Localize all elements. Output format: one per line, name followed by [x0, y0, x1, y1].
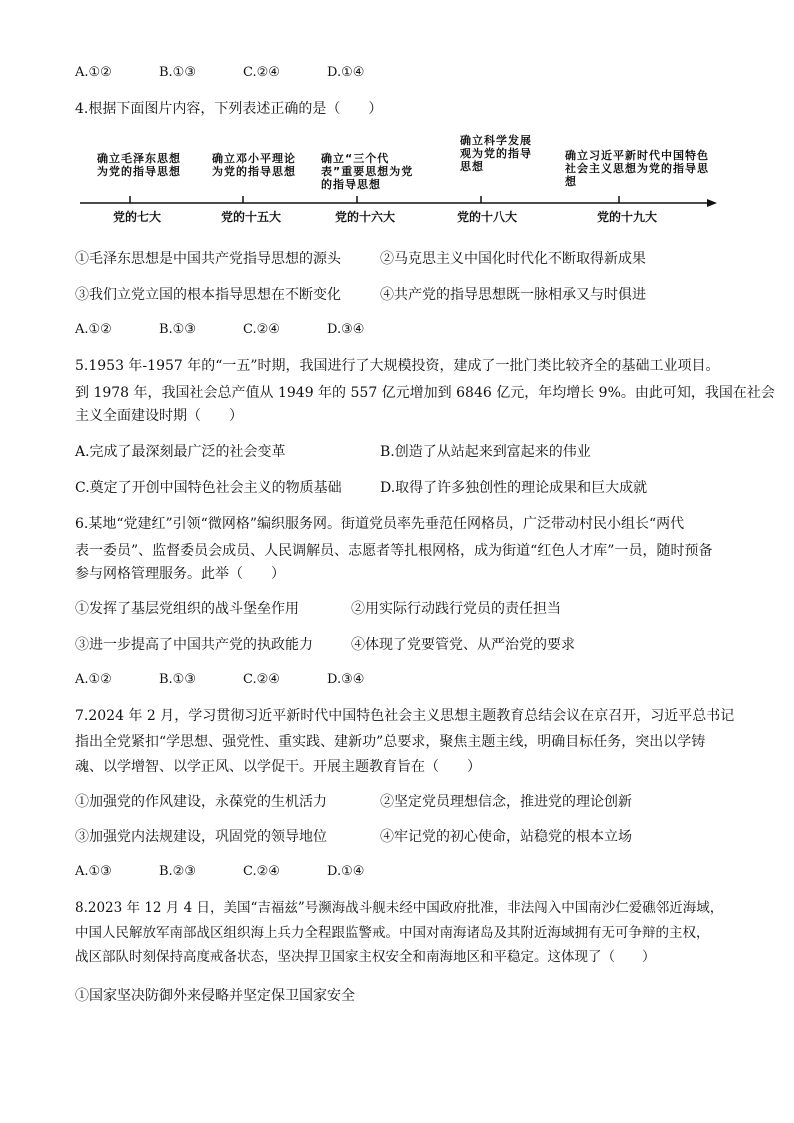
q6-option-d[interactable]: D.③④ [327, 672, 365, 687]
timeline-tick-3: 党的十六大 [335, 210, 396, 224]
q4-item-2: ②马克思主义中国化时代化不断取得新成果 [380, 251, 646, 267]
q6-option-b[interactable]: B.①③ [159, 672, 196, 687]
timeline-tick-5: 党的十九大 [597, 210, 658, 224]
q7-item-3: ③加强党内法规建设，巩固党的领导地位 [75, 829, 327, 845]
q6-item-2: ②用实际行动践行党员的责任担当 [351, 601, 561, 617]
q5-option-b[interactable]: B.创造了从站起来到富起来的伟业 [380, 444, 591, 460]
timeline-label-5: 确立习近平新时代中国特色社会主义思想为党的指导思想 [565, 149, 709, 188]
timeline-label-4: 确立科学发展观为党的指导思想 [460, 134, 532, 173]
q7-option-a[interactable]: A.①③ [75, 864, 112, 879]
q4-stem: 4.根据下面图片内容，下列表述正确的是（ ） [75, 101, 383, 117]
q5-stem-line-2: 到 1978 年，我国社会总产值从 1949 年的 557 亿元增加到 6846 亿元，年均增长 9%。由此可知，我国在社会 [75, 385, 775, 401]
timeline-tick-4: 党的十八大 [457, 210, 518, 224]
q4-item-3: ③我们立党立国的根本指导思想在不断变化 [75, 287, 341, 303]
q6-item-3: ③进一步提高了中国共产党的执政能力 [75, 637, 313, 653]
q8-stem-line-3: 战区部队时刻保持高度戒备状态，坚决捍卫国家主权安全和南海地区和平稳定。这体现了（ ） [75, 949, 656, 965]
q7-item-2: ②坚定党员理想信念，推进党的理论创新 [380, 794, 632, 810]
q6-item-4: ④体现了党要管党、从严治党的要求 [351, 637, 575, 653]
q5-stem-line-3: 主义全面建设时期（ ） [75, 408, 243, 424]
q7-stem-line-2: 指出全党紧扣“学思想、强党性、重实践、建新功”总要求，聚焦主题主线，明确目标任务，突出以学铸 [75, 734, 706, 750]
q4-timeline-figure [75, 130, 725, 230]
q4-option-d[interactable]: D.③④ [327, 322, 365, 337]
q4-item-1: ①毛泽东思想是中国共产党指导思想的源头 [75, 251, 341, 267]
q7-option-d[interactable]: D.①④ [327, 864, 365, 879]
q3-option-b[interactable]: B.①③ [159, 65, 196, 80]
timeline-tick-1: 党的七大 [113, 210, 162, 224]
q4-option-c[interactable]: C.②④ [243, 322, 280, 337]
q5-option-a[interactable]: A.完成了最深刻最广泛的社会变革 [75, 444, 286, 460]
q6-option-c[interactable]: C.②④ [243, 672, 280, 687]
q4-options [75, 320, 411, 340]
timeline-label-3: 确立“三个代表”重要思想为党的指导思想 [321, 152, 414, 191]
q6-stem-line-3: 参与网格管理服务。此举（ ） [75, 566, 285, 582]
q3-option-c[interactable]: C.②④ [243, 65, 280, 80]
q8-stem-line-2: 中国人民解放军南部战区组织海上兵力全程跟监警戒。中国对南海诸岛及其附近海域拥有无可争辩的主权， [75, 925, 710, 941]
q5-stem-line-1: 5.1953 年-1957 年的“一五”时期，我国进行了大规模投资，建成了一批门类比较齐全的基础工业项目。 [75, 358, 720, 374]
q7-option-b[interactable]: B.②③ [159, 864, 196, 879]
timeline-label-2: 确立邓小平理论为党的指导思想 [212, 152, 296, 178]
q6-options [75, 670, 411, 690]
q4-option-b[interactable]: B.①③ [159, 322, 196, 337]
timeline-label-1: 确立毛泽东思想为党的指导思想 [97, 152, 181, 178]
q3-option-a[interactable]: A.①② [75, 65, 112, 80]
q6-option-a[interactable]: A.①② [75, 672, 112, 687]
timeline-tick-2: 党的十五大 [221, 210, 282, 224]
q5-option-c[interactable]: C.奠定了开创中国特色社会主义的物质基础 [75, 480, 342, 496]
q8-stem-line-1: 8.2023 年 12 月 4 日，美国“吉福兹”号濒海战斗舰未经中国政府批准，非法闯入中国南沙仁爱礁邻近海域， [75, 900, 724, 916]
q7-stem-line-3: 魂、以学增智、以学正风、以学促干。开展主题教育旨在（ ） [75, 759, 481, 775]
q3-option-d[interactable]: D.①④ [327, 65, 365, 80]
q3-options [75, 63, 411, 83]
q5-option-d[interactable]: D.取得了许多独创性的理论成果和巨大成就 [380, 480, 648, 496]
q4-option-a[interactable]: A.①② [75, 322, 112, 337]
q4-item-4: ④共产党的指导思想既一脉相承又与时俱进 [380, 287, 646, 303]
q7-item-1: ①加强党的作风建设，永葆党的生机活力 [75, 794, 327, 810]
q6-stem-line-2: 表一委员”、监督委员会成员、人民调解员、志愿者等扎根网格，成为街道“红色人才库”一员，随时预备 [75, 543, 713, 559]
q6-item-1: ①发挥了基层党组织的战斗堡垒作用 [75, 601, 299, 617]
q8-item-1: ①国家坚决防御外来侵略并坚定保卫国家安全 [75, 988, 355, 1004]
q7-options [75, 862, 411, 882]
q7-item-4: ④牢记党的初心使命，站稳党的根本立场 [380, 829, 632, 845]
q7-option-c[interactable]: C.②④ [243, 864, 280, 879]
q7-stem-line-1: 7.2024 年 2 月，学习贯彻习近平新时代中国特色社会主义思想主题教育总结会议在京召开，习近平总书记 [75, 708, 735, 724]
q6-stem-line-1: 6.某地“党建红”引领“微网格”编织服务网。街道党员率先垂范任网格员，广泛带动村民小组长“两代 [75, 516, 685, 532]
